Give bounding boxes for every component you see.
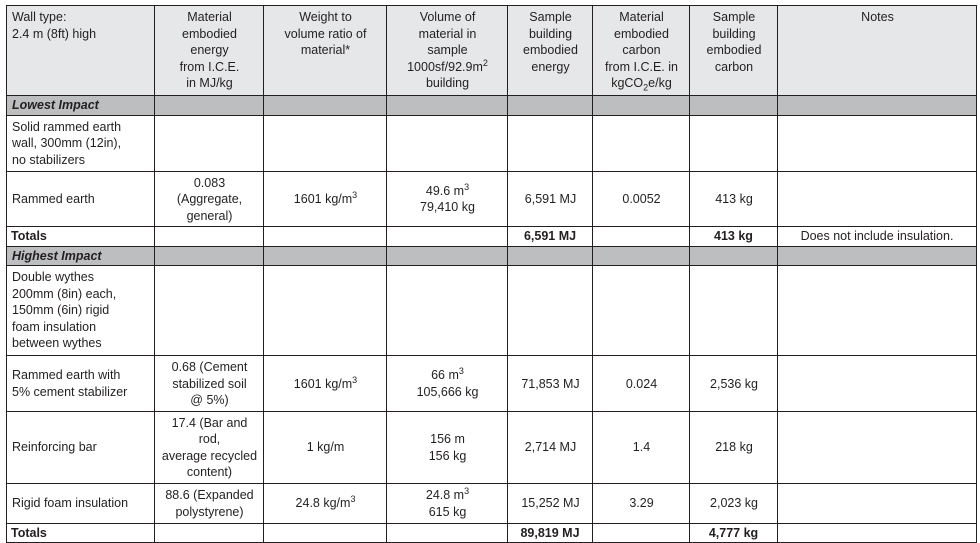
- totals-note: [778, 523, 977, 543]
- totals-carbon: 413 kg: [690, 227, 778, 247]
- table-row: [7, 115, 977, 171]
- sample-energy: 6,591 MJ: [508, 171, 593, 227]
- totals-label: Totals: [7, 523, 155, 543]
- ice-energy: 17.4 (Bar and rod, average recycled content): [155, 411, 264, 483]
- sample-energy: 71,853 MJ: [508, 356, 593, 412]
- totals-energy: 89,819 MJ: [508, 523, 593, 543]
- header-weight-ratio: Weight to volume ratio of material*: [264, 6, 387, 96]
- volume: 66 $m^3$ 105,666 kg: [387, 356, 508, 412]
- material-name: Rigid foam insulation: [7, 483, 155, 523]
- carbon-factor: 3.29: [593, 483, 690, 523]
- totals-label: Totals: [7, 227, 155, 247]
- header-sample-carbon: Sample building embodied carbon: [690, 6, 778, 96]
- section-highest-impact: [7, 246, 977, 266]
- table-row: [7, 266, 977, 356]
- sample-carbon: 218 kg: [690, 411, 778, 483]
- table-row: [7, 411, 977, 483]
- weight-ratio: 1 kg/m: [264, 411, 387, 483]
- totals-row: [7, 523, 977, 543]
- sample-energy: 2,714 MJ: [508, 411, 593, 483]
- weight-ratio: 1601 $kg/m^3$: [264, 356, 387, 412]
- header-volume: Volume of material in sample $1000sf/92.9m^2$ building: [387, 6, 508, 96]
- header-material-carbon: Material embodied carbon from I.C.E. in kgCO$_2$e/kg: [593, 6, 690, 96]
- material-name: Rammed earth with 5% cement stabilizer: [7, 356, 155, 412]
- sample-carbon: 2,023 kg: [690, 483, 778, 523]
- ice-energy: 0.083 (Aggregate, general): [155, 171, 264, 227]
- header-wall-type: Wall type: 2.4 m (8ft) high: [7, 6, 155, 96]
- table-row: [7, 171, 977, 227]
- header-sample-energy: Sample building embodied energy: [508, 6, 593, 96]
- section-lowest-impact: [7, 96, 977, 116]
- sample-energy: 15,252 MJ: [508, 483, 593, 523]
- material-name: Rammed earth: [7, 171, 155, 227]
- carbon-factor: 0.0052: [593, 171, 690, 227]
- wall-description: Solid rammed earth wall, 300mm (12in), no stabilizers: [7, 115, 155, 171]
- totals-note: Does not include insulation.: [778, 227, 977, 247]
- header-material-energy: Material embodied energy from I.C.E. in MJ/kg: [155, 6, 264, 96]
- header-row: [7, 6, 977, 96]
- embodied-energy-table: [6, 5, 977, 543]
- carbon-factor: 0.024: [593, 356, 690, 412]
- weight-ratio: 1601 $kg/m^3$: [264, 171, 387, 227]
- carbon-factor: 1.4: [593, 411, 690, 483]
- section-title: Lowest Impact: [7, 96, 155, 116]
- material-name: Reinforcing bar: [7, 411, 155, 483]
- wall-description: Double wythes 200mm (8in) each, 150mm (6in) rigid foam insulation between wythes: [7, 266, 155, 356]
- table-row: [7, 483, 977, 523]
- totals-row: [7, 227, 977, 247]
- ice-energy: 0.68 (Cement stabilized soil @ 5%): [155, 356, 264, 412]
- sample-carbon: 2,536 kg: [690, 356, 778, 412]
- header-notes: Notes: [778, 6, 977, 96]
- table-row: [7, 356, 977, 412]
- ice-energy: 88.6 (Expanded polystyrene): [155, 483, 264, 523]
- totals-carbon: 4,777 kg: [690, 523, 778, 543]
- volume: 49.6 $m^3$ 79,410 kg: [387, 171, 508, 227]
- volume: 156 m 156 kg: [387, 411, 508, 483]
- totals-energy: 6,591 MJ: [508, 227, 593, 247]
- volume: 24.8 $m^3$ 615 kg: [387, 483, 508, 523]
- sample-carbon: 413 kg: [690, 171, 778, 227]
- weight-ratio: 24.8 $kg/m^3$: [264, 483, 387, 523]
- section-title: Highest Impact: [7, 246, 155, 266]
